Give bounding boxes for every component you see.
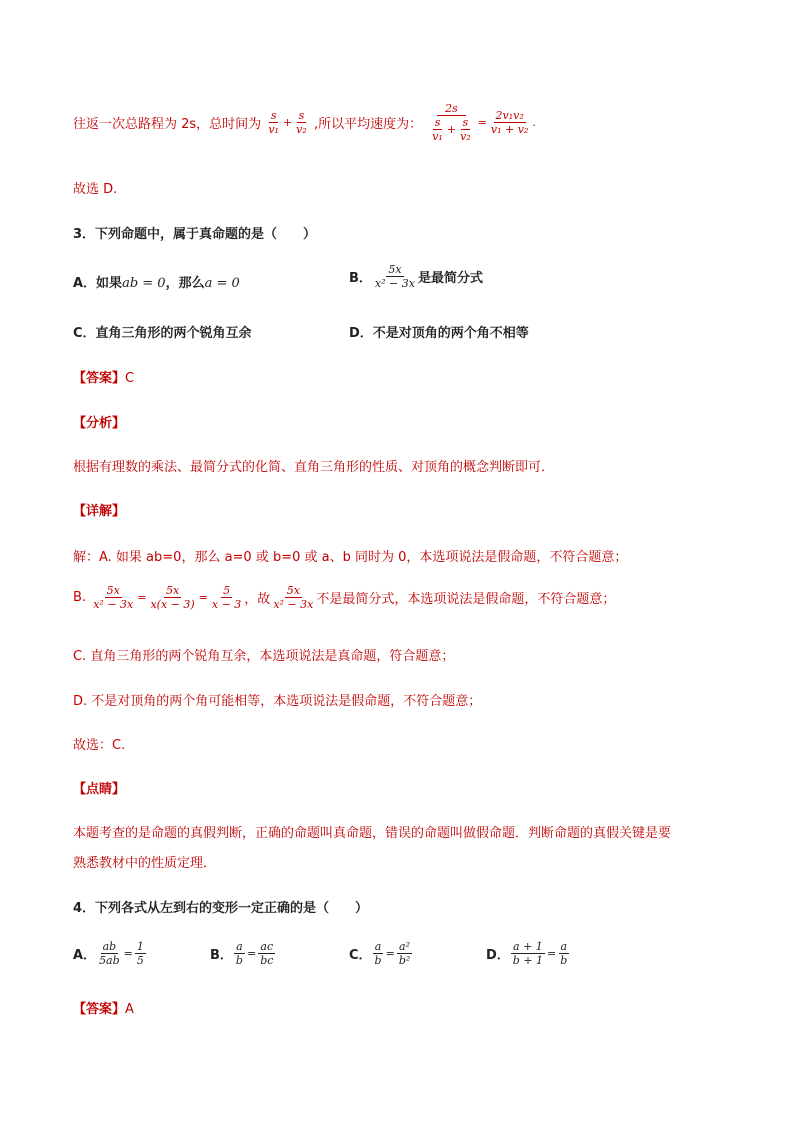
q4-option-a: A． $\frac{ab}{5ab}$ = $\frac{1}{5}$	[73, 940, 144, 967]
fraction-average-speed: 2s $\frac{s}{\text{v₁}}$ + $\frac{s}{\text{v₂}}$	[432, 102, 471, 143]
q3-option-d: D．不是对顶角的两个角不相等	[349, 326, 529, 341]
prev-solution-line: 往返一次总路程为 2s，总时间为 $\frac{s}{\text{v₁}}$ + $\frac{s}{\text{v₂}}$ ,所以平均速度为： 2s $\frac{s}{\text{v₁}}$ + $\frac{s}{\text{v₂}}$ = $\frac{\text{2v₁v₂}}{\text{v₁ + v₂}}$ .	[73, 102, 536, 143]
prev-text-1: 往返一次总路程为 2s，总时间为	[73, 117, 262, 132]
q3-detail-d: D. 不是对顶角的两个角可能相等，本选项说法是假命题，不符合题意；	[73, 694, 482, 709]
q3-option-b: B． $\frac{5x}{\text{x² − 3x}}$ 是最简分式	[349, 263, 483, 290]
fraction-s-over-v1: $\frac{s}{\text{v₁}}$	[268, 109, 279, 136]
q3-option-b-fraction: $\frac{5x}{\text{x² − 3x}}$	[374, 263, 415, 290]
q4-option-d: D． $\frac{a + 1}{b + 1}$ = $\frac{a}{b}$	[486, 940, 568, 967]
q3-analysis-label: 【分析】	[73, 416, 126, 431]
q3-conclusion: 故选：C.	[73, 738, 126, 753]
prev-text-2: ,所以平均速度为：	[313, 117, 423, 132]
q3-stem: 3．下列命题中，属于真命题的是（ ）	[73, 227, 317, 242]
q3-option-c: C．直角三角形的两个锐角互余	[73, 326, 252, 341]
q4-answer: 【答案】A	[73, 1002, 134, 1017]
fraction-s-over-v2: $\frac{s}{\text{v₂}}$	[296, 109, 307, 136]
fraction-2v1v2: $\frac{\text{2v₁v₂}}{\text{v₁ + v₂}}$	[490, 109, 529, 136]
q4-option-b: B． $\frac{a}{b}$ = $\frac{ac}{bc}$	[210, 940, 274, 967]
q3-comment-line2: 熟悉教材中的性质定理．	[73, 856, 217, 871]
q4-option-c: C． $\frac{a}{b}$ = $\frac{\text{a²}}{\text{b²}}$	[349, 940, 411, 967]
prev-choice: 故选 D.	[73, 182, 118, 197]
q3-answer: 【答案】C	[73, 371, 135, 386]
q3-detail-label: 【详解】	[73, 504, 126, 519]
q3-detail-b: B. $\frac{5x}{\text{x² − 3x}}$ = $\frac{5x}{x(x - 3)}$ = $\frac{5}{x - 3}$ ，故 $\frac{5x}{\text{x² − 3x}}$ 不是最简分式，本选项说法是假命题，不符合题意；	[73, 584, 616, 611]
q3-detail-a: 解：A. 如果 ab=0，那么 a=0 或 b=0 或 a、b 同时为 0，本选项说法是假命题，不符合题意；	[73, 550, 628, 565]
q3-option-a: A．如果ab = 0，那么a = 0	[73, 276, 240, 291]
q4-stem: 4．下列各式从左到右的变形一定正确的是（ ）	[73, 901, 369, 916]
q3-comment-line1: 本题考查的是命题的真假判断，正确的命题叫真命题，错误的命题叫做假命题．判断命题的真假关键是要	[73, 826, 672, 841]
q3-analysis-text: 根据有理数的乘法、最简分式的化简、直角三角形的性质、对顶角的概念判断即可．	[73, 460, 555, 475]
q3-detail-c: C. 直角三角形的两个锐角互余，本选项说法是真命题，符合题意；	[73, 649, 455, 664]
q3-comment-label: 【点睛】	[73, 782, 126, 797]
